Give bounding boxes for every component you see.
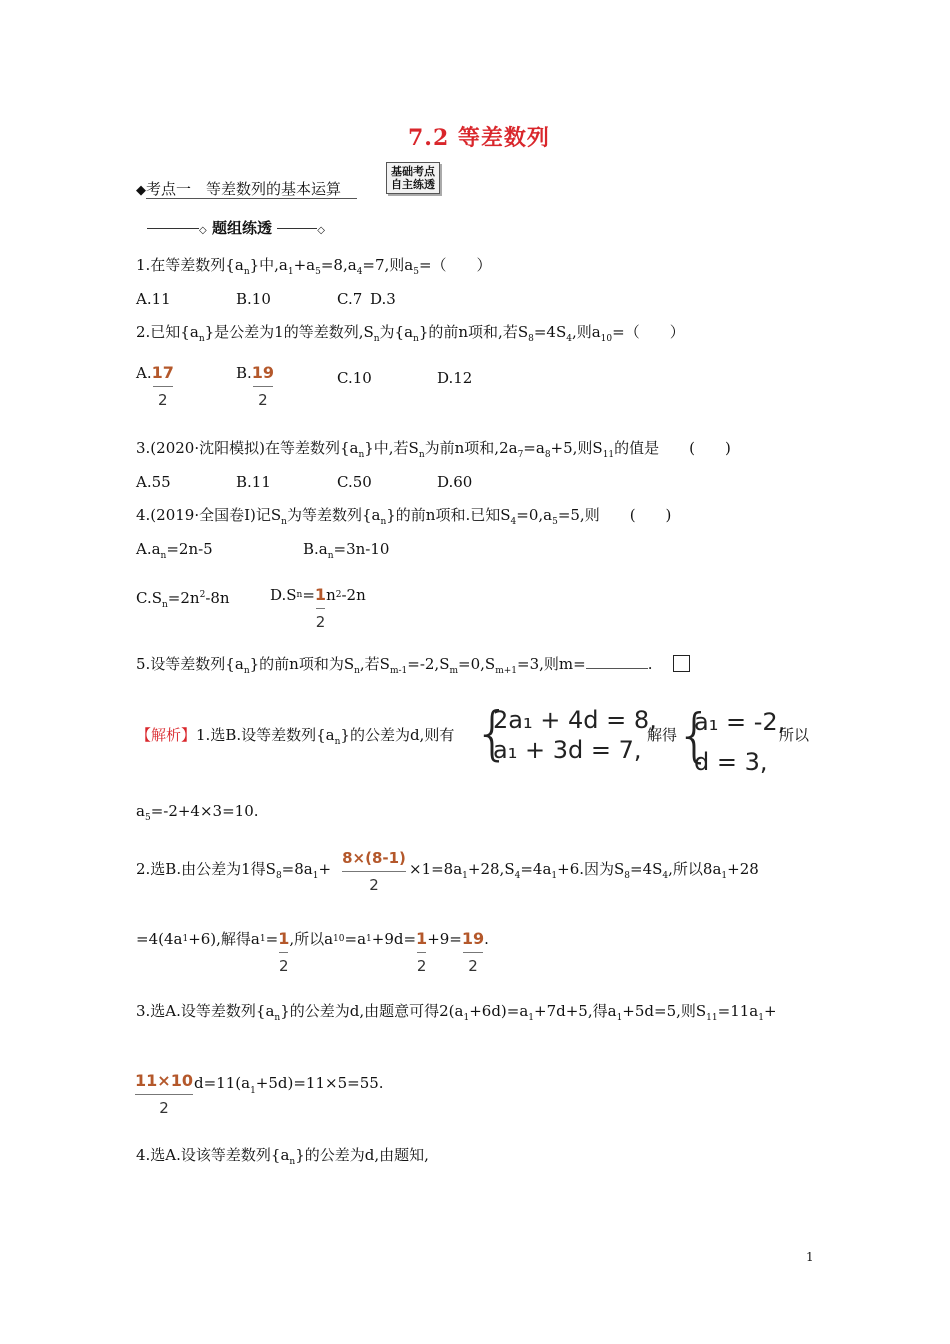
solution-1-line-2: $a_5=-2+4\times 3=10$.: [136, 802, 259, 823]
q3-option-b: B.11: [236, 473, 271, 491]
tag-line-1: 基础考点: [391, 165, 435, 178]
system-equation-1: 2a₁ + 4d = 8,: [493, 706, 657, 734]
fraction-8x7-over-2: $\frac{8\times(8-1)}{2}$: [342, 849, 406, 894]
q4-option-c: $C.S_n=2n^2-8n$: [136, 589, 230, 610]
q2-option-a: A. $\frac{17}{2}$: [136, 363, 174, 409]
section-heading-text: 考点一 等差数列的基本运算: [146, 180, 357, 199]
q4-option-a: $A.a_n=2n-5$: [136, 540, 213, 561]
q2-option-d: D.12: [437, 369, 473, 387]
group-label-text: 题组练透: [211, 219, 272, 237]
section-tag: [386, 162, 440, 194]
question-5: 5.设等差数列$\{a_n\}$的前n项和为$S_n$,若$S_{m-1}=-2,S_m=0,S_{m+1}=3$,则m= .: [136, 655, 653, 676]
q3-option-d: D.60: [437, 473, 473, 491]
diamond-icon: ◇: [199, 225, 207, 236]
q3-option-a: A.55: [136, 473, 171, 491]
left-brace-icon: {: [474, 699, 511, 767]
solution-4: 4.选A.设该等差数列$\{a_n\}$的公差为d,由题知,: [136, 1146, 429, 1167]
q1-option-b: B.10: [236, 290, 271, 308]
solution-2: 2.选B.由公差为1得$S_8=8a_1+$: [136, 860, 332, 881]
result-equation-1: a₁ = -2,: [694, 708, 786, 736]
page-title: 7.2 等差数列: [408, 125, 550, 151]
q4-option-b: $B.a_n=3n-10$: [303, 540, 390, 561]
bullet-icon: ◆: [136, 183, 146, 198]
solution-3-line-2: $\frac{11\times 10}{2}$ $d=11(a_1+5d)=11\times 5=55$.: [135, 1071, 384, 1117]
solution-2-cont: $\times 1=8a_1+28,S_4=4a_1+6$.因为$S_8=4S_4$,所以$8a_1+28$: [409, 860, 759, 881]
q2-option-c: C.10: [337, 369, 372, 387]
diamond-icon: ◇: [317, 225, 325, 236]
q3-option-c: C.50: [337, 473, 372, 491]
question-1: 1.在等差数列$\{a_n\}$中$,a_1+a_5=8,a_4=7$,则$a_5=$（ ）: [136, 256, 492, 277]
left-brace-icon: {: [676, 701, 713, 769]
solution-label: 【解析】: [136, 726, 197, 744]
q2-option-b: B. $\frac{19}{2}$: [236, 363, 275, 409]
tag-line-2: 自主练透: [391, 178, 435, 191]
q4-option-d: $D.S_n=$ $\frac{1}{2}$ $n^2-2n$: [270, 585, 366, 631]
question-2: 2.已知$\{a_n\}$是公差为1的等差数列$,S_n$为$\{a_n\}$的前n项和,若$S_8=4S_4$,则$a_{10}=$（ ）: [136, 323, 685, 344]
solution-2-line-2: $=4(4a_1+6)$,解得$a_1=$ $\frac{1}{2}$ ,所以$a_{10}=a_1+9d=$ $\frac{1}{2}$ +9= $\frac{19}{2}$ .: [136, 929, 489, 975]
section-heading: [136, 180, 357, 200]
question-3: 3.(2020·沈阳模拟)在等差数列$\{a_n\}$中,若$S_n$为前n项和$,2a_7=a_8+5$,则$S_{11}$的值是 ( ): [136, 439, 731, 460]
solution-1: 【解析】1.选B.设等差数列$\{a_n\}$的公差为d,则有: [136, 726, 455, 747]
so-word: 所以: [779, 726, 810, 744]
divider-right: [277, 228, 317, 229]
divider-left: [147, 228, 199, 229]
result-equation-2: d = 3,: [694, 748, 768, 776]
answer-blank[interactable]: [586, 655, 648, 669]
page-number: 1: [806, 1250, 814, 1264]
solution-3: 3.选A.设等差数列$\{a_n\}$的公差为d,由题意可得$2(a_1+6d)=a_1+7d+5$,得$a_1+5d=5$,则$S_{11}=11a_1+$: [136, 1002, 777, 1023]
group-label: [147, 219, 325, 240]
system-equation-2: a₁ + 3d = 7,: [493, 736, 642, 764]
answer-checkbox[interactable]: [673, 655, 690, 672]
q1-option-c: C.7: [337, 290, 363, 308]
q1-option-d: D.3: [370, 290, 396, 308]
solve-word: 解得: [647, 726, 678, 744]
question-4: 4.(2019·全国卷Ⅰ)记$S_n$为等差数列$\{a_n\}$的前n项和.已知$S_4=0,a_5=5$,则 ( ): [136, 506, 672, 527]
q1-option-a: A.11: [136, 290, 171, 308]
